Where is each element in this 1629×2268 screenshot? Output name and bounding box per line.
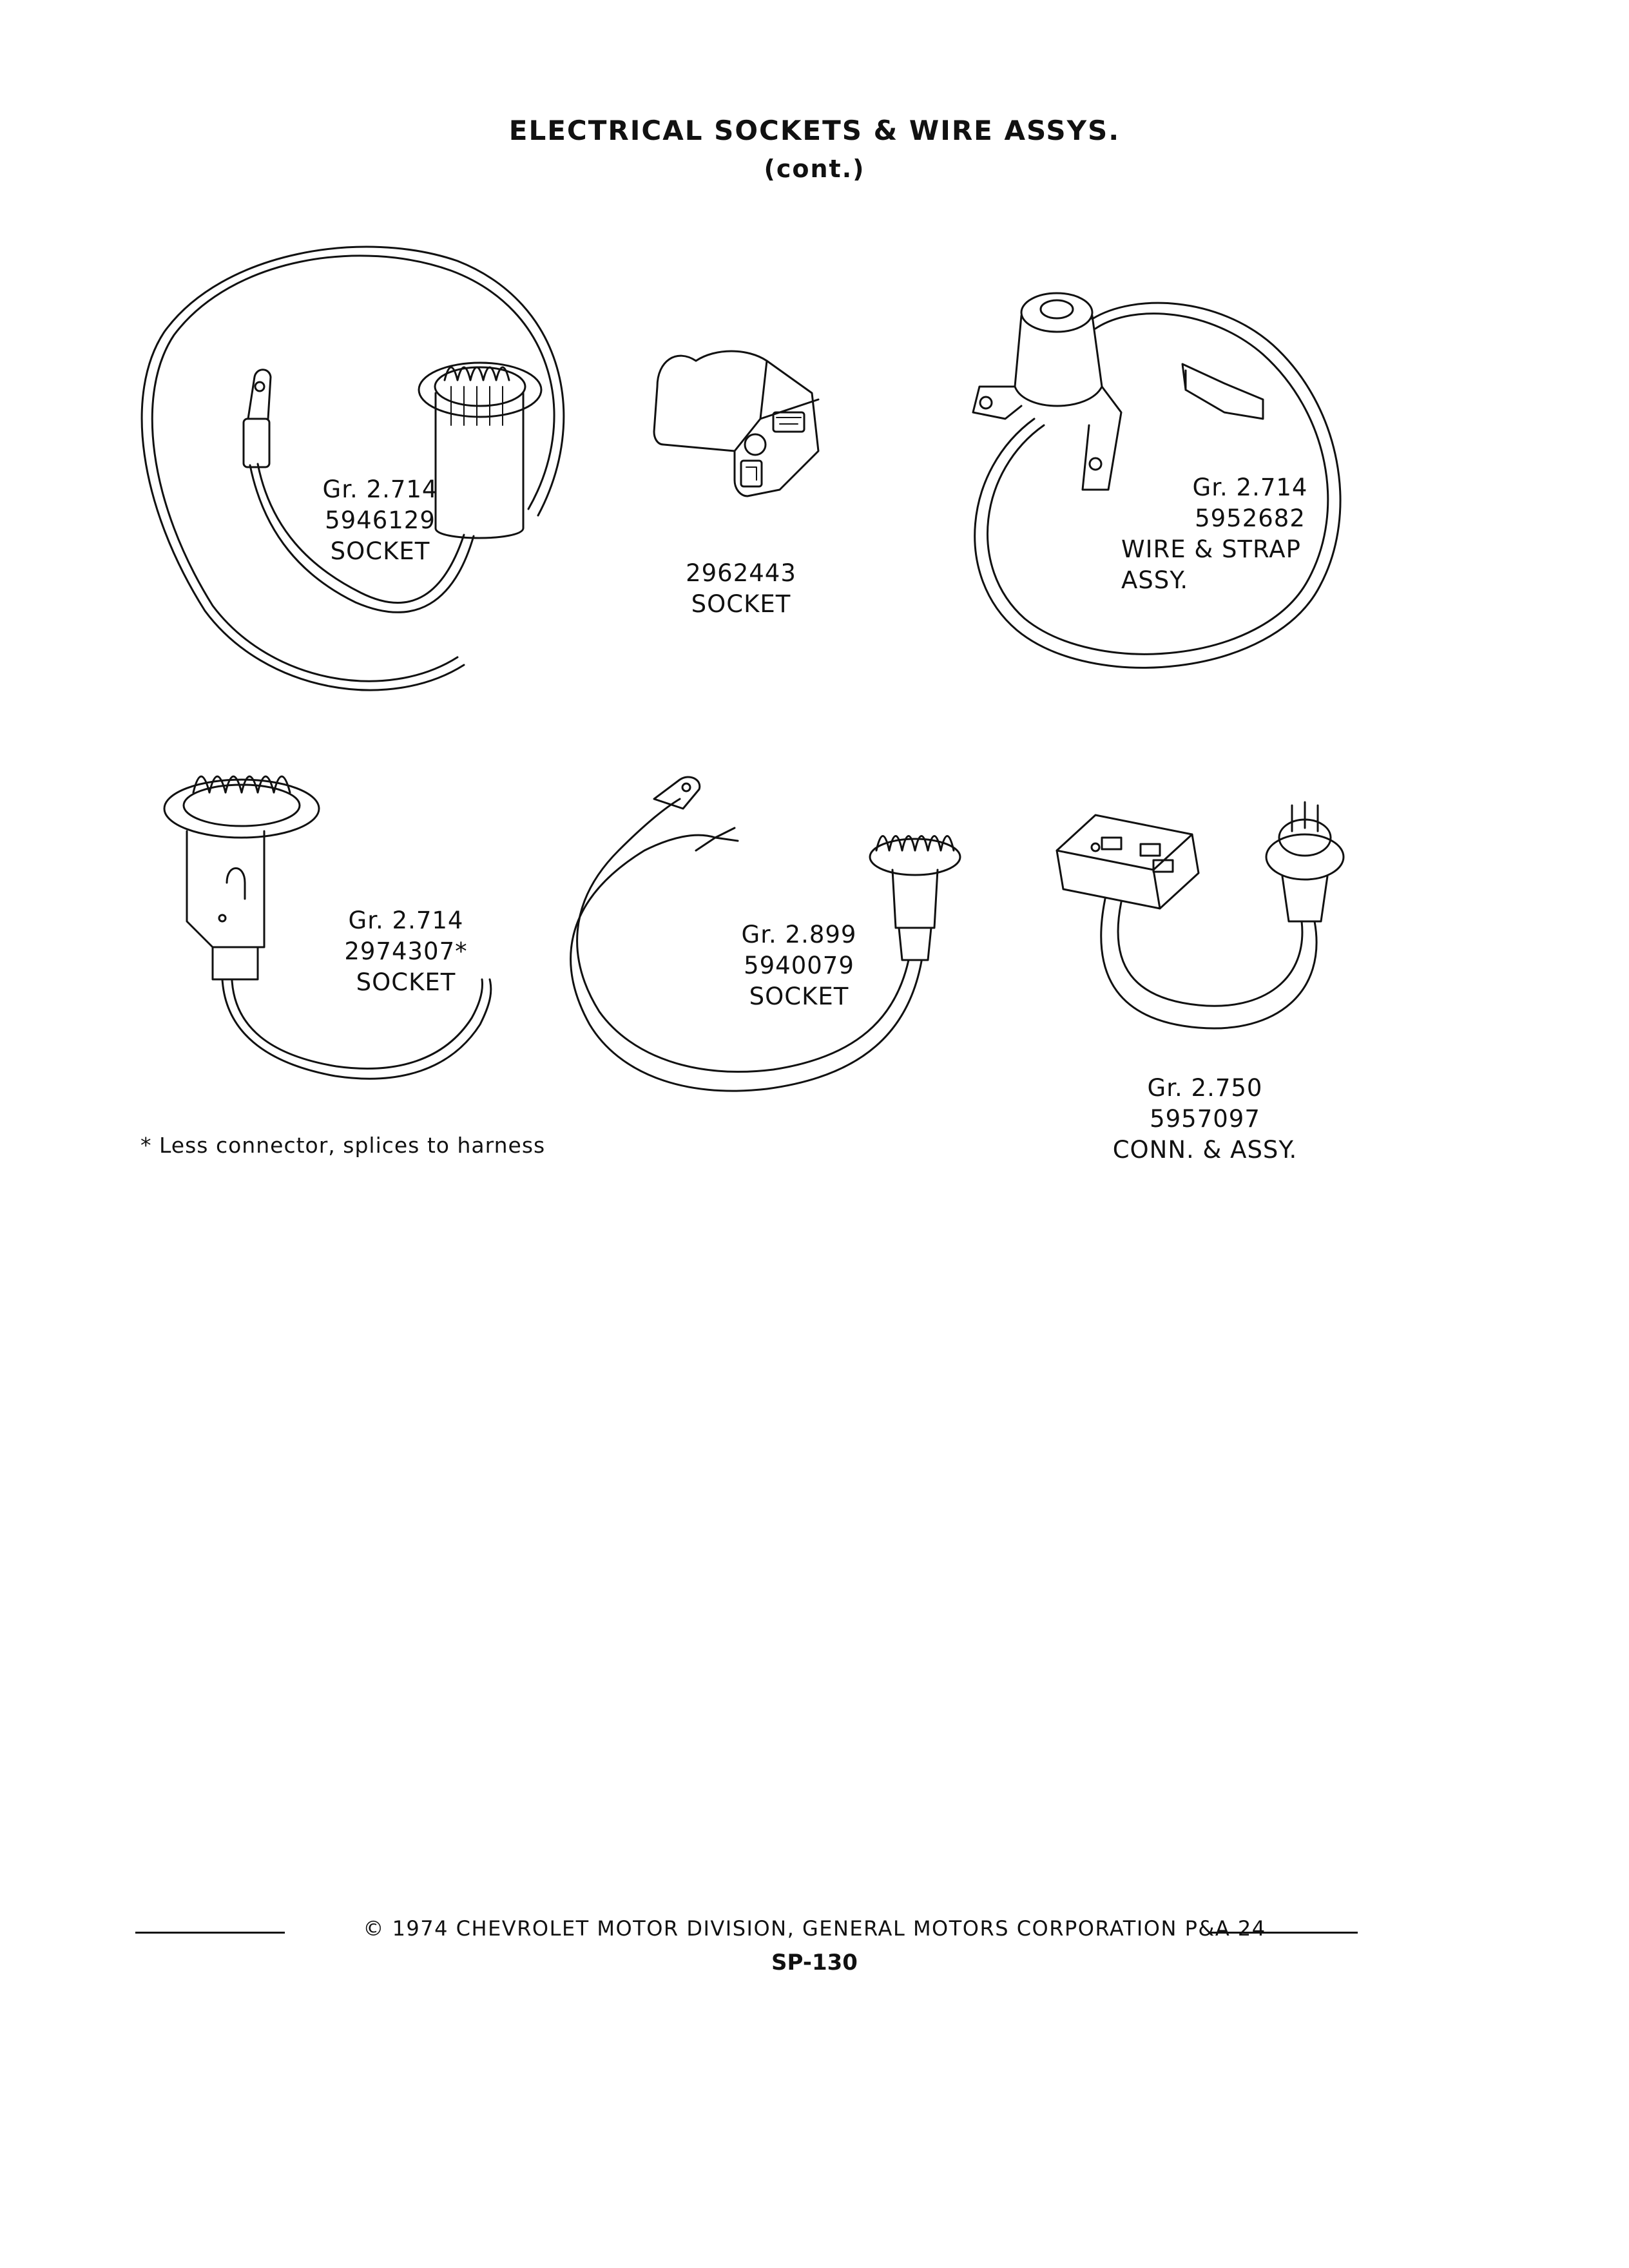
part-number: 5946129: [325, 506, 436, 534]
page-title: ELECTRICAL SOCKETS & WIRE ASSYS.: [508, 115, 1121, 146]
group-number: Gr. 2.714: [322, 476, 438, 503]
part-label: [660, 558, 822, 620]
part-name: SOCKET: [330, 537, 430, 565]
part-label: [702, 919, 896, 1012]
part-name: SOCKET: [691, 590, 791, 618]
group-number: Gr. 2.714: [1192, 474, 1308, 501]
part-name: CONN. & ASSY.: [1112, 1136, 1298, 1164]
part-label: [1095, 1073, 1315, 1166]
group-number: Gr. 2.899: [741, 921, 857, 948]
part-number: 5952682: [1195, 505, 1306, 532]
part-name: SOCKET: [749, 983, 849, 1010]
part-number: 5957097: [1150, 1105, 1260, 1133]
connector-assembly-icon: [1057, 802, 1344, 1028]
connector-socket-icon: [654, 351, 818, 496]
page-number: SP-130: [771, 1950, 858, 1975]
part-name: WIRE & STRAP: [1121, 535, 1301, 563]
part-label: [1095, 472, 1366, 596]
part-name-line-2: ASSY.: [1121, 566, 1189, 594]
part-number: 5940079: [744, 952, 854, 979]
group-number: Gr. 2.714: [348, 907, 464, 934]
footnote: * Less connector, splices to harness: [140, 1133, 546, 1158]
part-name: SOCKET: [356, 968, 456, 996]
socket-with-pigtail-icon: [142, 247, 564, 690]
page-subtitle: (cont.): [764, 155, 865, 183]
part-label: [284, 474, 477, 567]
group-number: Gr. 2.750: [1147, 1074, 1263, 1102]
copyright-line: © 1974 CHEVROLET MOTOR DIVISION, GENERAL MOTORS CORPORATION P&A 24: [363, 1916, 1266, 1941]
part-label: [309, 905, 503, 998]
part-number: 2974307*: [344, 937, 468, 965]
part-number: 2962443: [686, 559, 796, 587]
